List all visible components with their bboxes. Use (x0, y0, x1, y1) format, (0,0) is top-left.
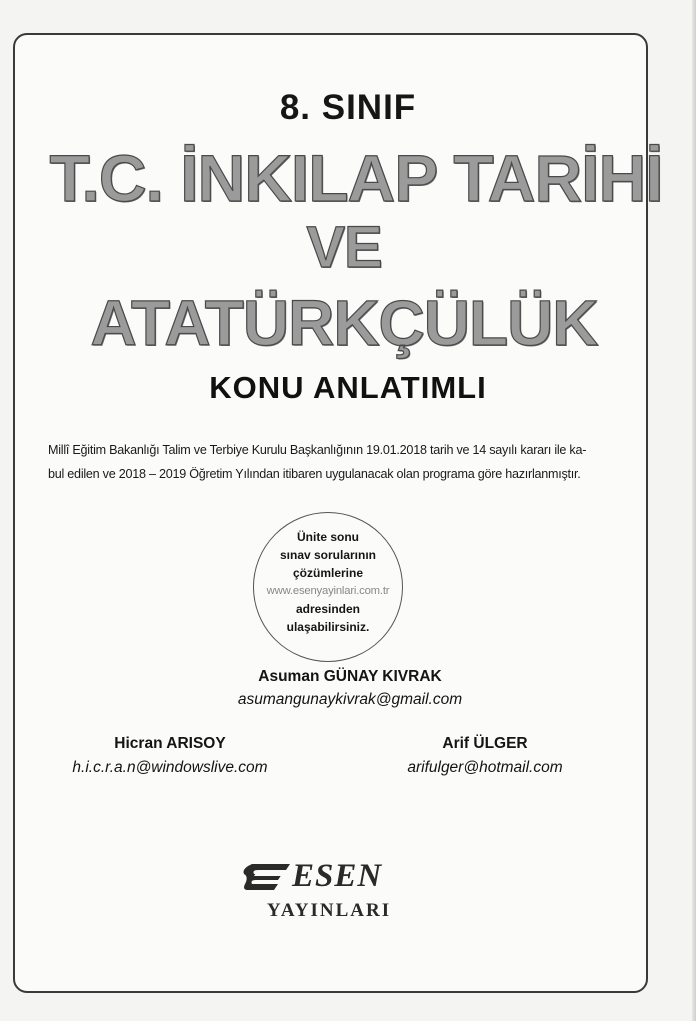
note-line-3: çözümlerine (292, 566, 364, 580)
publisher-name-top: ESEN (292, 858, 383, 894)
author-email-2: h.i.c.r.a.n@windowslive.com (72, 759, 268, 776)
intro-line-1: Millî Eğitim Bakanlığı Talim ve Terbiye Kurulu Başkanlığının 19.01.2018 tarih ve 14 sayılı kararı ile ka- (48, 443, 587, 457)
author-name-2: Hicran ARISOY (114, 735, 226, 752)
subtitle: KONU ANLATIMLI (209, 370, 487, 405)
publisher-name-bottom: YAYINLARI (266, 900, 392, 921)
title-line-2: VE (306, 215, 382, 280)
author-name-1: Asuman GÜNAY KIVRAK (258, 668, 442, 685)
grade-label: 8. SINIF (279, 88, 417, 127)
answer-note-circle (253, 512, 403, 662)
author-email-3: arifulger@hotmail.com (407, 759, 563, 776)
esen-logo-icon (242, 860, 292, 898)
title-line-3: ATATÜRKÇÜLÜK (90, 287, 598, 359)
publisher-logo (236, 858, 426, 928)
note-line-2: sınav sorularının (279, 548, 377, 562)
note-line-6: ulaşabilirsiniz. (286, 620, 370, 634)
note-line-5: adresinden (295, 602, 361, 616)
author-name-3: Arif ÜLGER (442, 735, 528, 752)
title-line-1: T.C. İNKILAP TARİHİ (49, 141, 663, 215)
author-email-1: asumangunaykivrak@gmail.com (237, 691, 463, 708)
note-line-1: Ünite sonu (297, 530, 359, 544)
intro-line-2: bul edilen ve 2018 – 2019 Öğretim Yılından itibaren uygulanacak olan programa göre hazırlanmıştır. (48, 467, 581, 481)
note-website: www.esenyayinlari.com.tr (266, 585, 390, 597)
intro-text (48, 438, 606, 486)
